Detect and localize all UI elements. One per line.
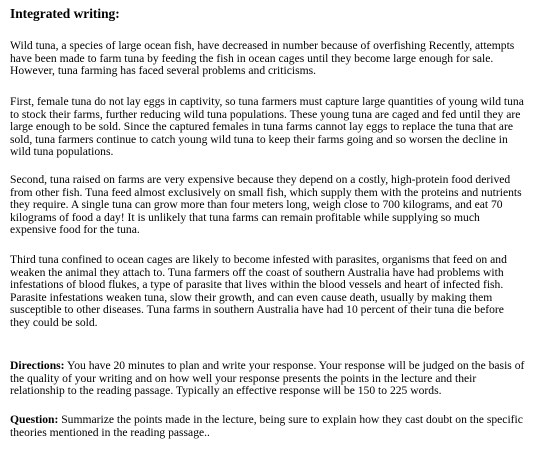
directions-text: You have 20 minutes to plan and write your response. Your response will be judged on the basis of the quality of your writing and on how well your response presents the points in the lecture and their relationship to the reading passage. Typically an effective response will be 150 to 225 words. [10,359,525,397]
directions-label: Directions: [10,359,65,372]
passage-paragraph-intro: Wild tuna, a species of large ocean fish, have decreased in number because of overfishing Recently, attempts have been made to farm tuna by feeding the fish in ocean cages until they become large enough for sale. However, tuna farming has faced several problems and criticisms. [10,39,515,77]
question-paragraph [10,414,526,439]
passage-paragraph-third-point: Third tuna confined to ocean cages are likely to become infested with parasites, organisms that feed on and weaken the animal they attach to. Tuna farmers off the coast of southern Australia have had problems with infestations of blood flukes, a type of parasite that lives within the blood vessels and heart of infected fish. Parasite infestations weaken tuna, slow their growth, and can even cause death, usually by making them susceptible to other diseases. Tuna farms in southern Australia have had 10 percent of their tuna die before they could be sold. [10,253,507,329]
question-text: Summarize the points made in the lecture, being sure to explain how they cast doubt on the specific theories mentioned in the reading passage.. [10,413,523,439]
directions-paragraph [10,360,526,398]
passage-paragraph-second-point: Second, tuna raised on farms are very expensive because they depend on a costly, high-protein food derived from other fish. Tuna feed almost exclusively on small fish, which supply them with the proteins and nutrients they require. A single tuna can grow more than four meters long, weigh close to 700 kilograms, and eat 70 kilograms of food a day! It is unlikely that tuna farms can remain profitable while supplying so much expensive food for the tuna. [10,173,522,236]
passage-paragraph-first-point: First, female tuna do not lay eggs in captivity, so tuna farmers must capture large quantities of young wild tuna to stock their farms, further reducing wild tuna populations. These young tuna are caged and fed until they are large enough to be sold. Since the captured females in tuna farms cannot lay eggs to replace the tuna that are sold, tuna farmers continue to catch young wild tuna to keep their farms going and so worsen the decline in wild tuna populations. [10,95,524,158]
question-label: Question: [10,413,59,426]
page-title: Integrated writing: [10,6,120,21]
